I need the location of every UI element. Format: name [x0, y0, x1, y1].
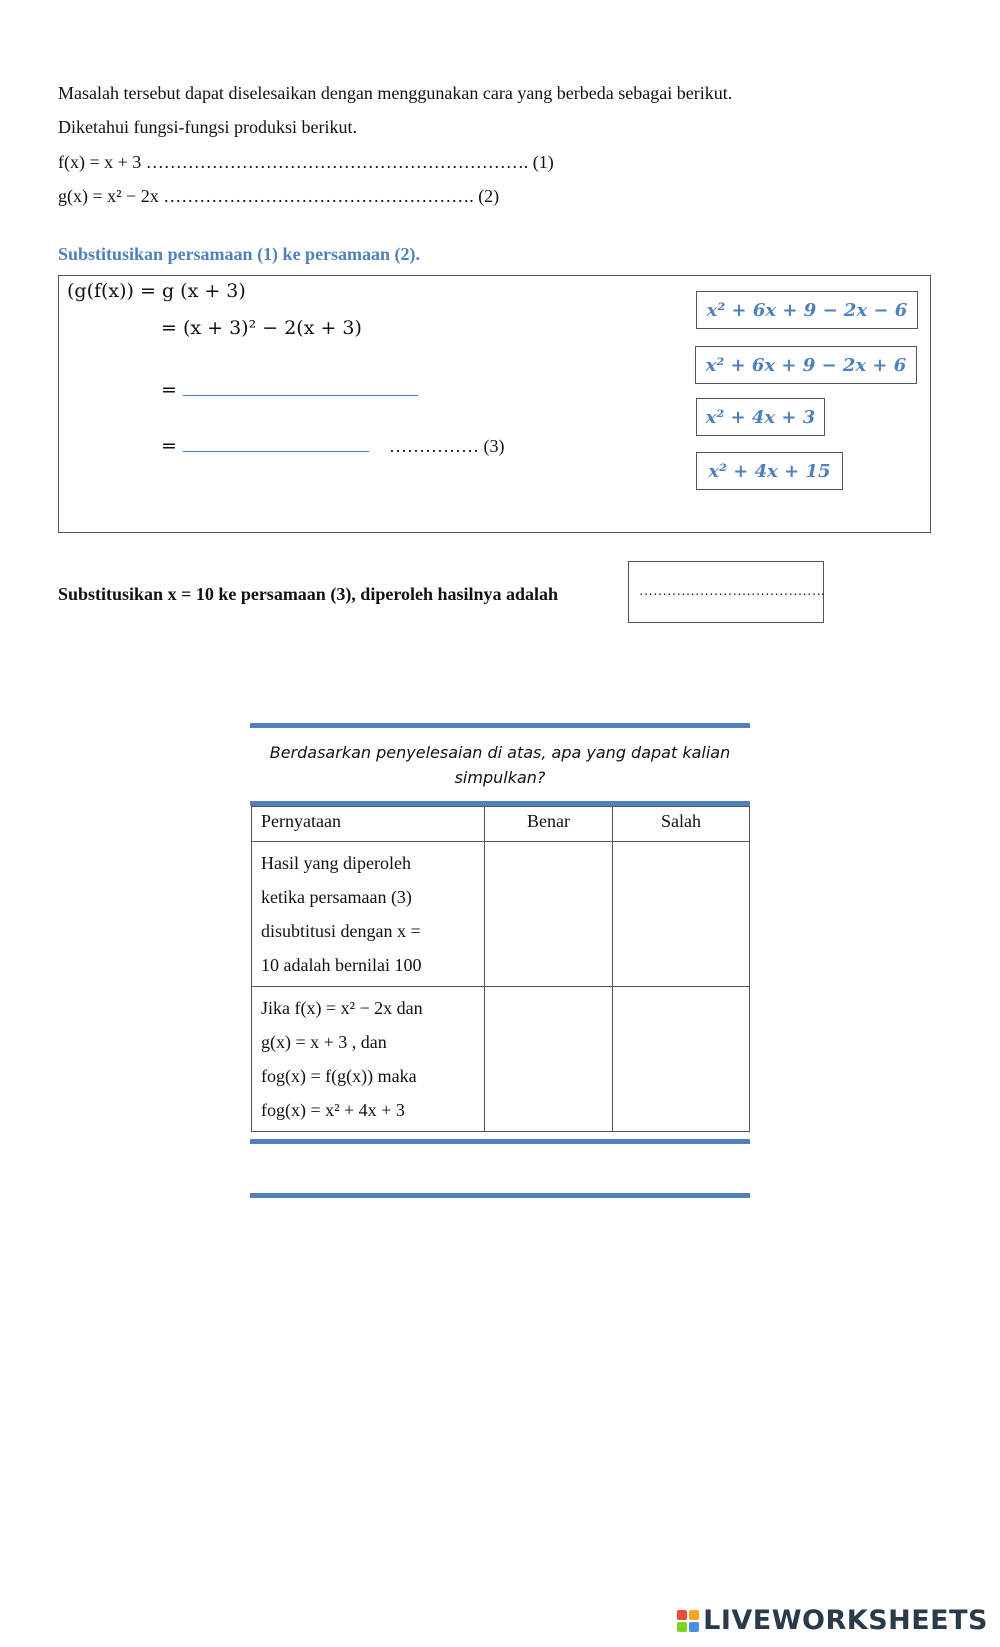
equals-sign: =	[161, 435, 177, 457]
divider-top	[250, 723, 750, 728]
drag-option-1[interactable]: x² + 6x + 9 − 2x − 6	[696, 291, 918, 329]
work-line-1: (g(f(x)) = g (x + 3)	[67, 280, 246, 302]
logo-square	[689, 1610, 699, 1620]
truth-table-wrap	[251, 806, 750, 1132]
equals-sign: =	[161, 379, 177, 401]
work-line-2: = (x + 3)² − 2(x + 3)	[161, 317, 362, 339]
logo-mark-icon	[677, 1610, 699, 1632]
table-header-row	[252, 807, 750, 842]
statement-line: disubtitusi dengan x =	[261, 921, 421, 941]
truth-table	[251, 806, 750, 1132]
drag-option-3[interactable]: x² + 4x + 3	[696, 398, 825, 436]
table-row	[252, 987, 750, 1132]
equation-1: f(x) = x + 3 ………………………………………………………. (1)	[58, 152, 554, 172]
equation-2: g(x) = x² − 2x ……………………………………………. (2)	[58, 186, 500, 206]
statement-line: fog(x) = f(g(x)) maka	[261, 1066, 417, 1086]
logo-square	[677, 1622, 687, 1632]
false-choice-cell[interactable]	[613, 842, 750, 987]
answer-placeholder: ………………………………….	[639, 584, 825, 599]
section-heading: Substitusikan persamaan (1) ke persamaan (2).	[58, 244, 421, 264]
logo-square	[689, 1622, 699, 1632]
statement-line: ketika persamaan (3)	[261, 887, 412, 907]
substitute-prompt: Substitusikan x = 10 ke persamaan (3), diperoleh hasilnya adalah	[58, 584, 559, 604]
work-box	[58, 275, 931, 533]
drag-option-4[interactable]: x² + 4x + 15	[696, 452, 843, 490]
answer-input[interactable]	[628, 561, 824, 623]
logo-square	[677, 1610, 687, 1620]
logo-text: LIVEWORKSHEETS	[703, 1605, 988, 1636]
true-choice-cell[interactable]	[485, 987, 613, 1132]
statement-line: fog(x) = x² + 4x + 3	[261, 1100, 405, 1120]
statement-cell	[252, 987, 485, 1132]
divider-table-bottom	[250, 1139, 750, 1144]
equation-label-3: …………… (3)	[389, 436, 505, 456]
drop-zone-2[interactable]	[183, 431, 369, 452]
divider-bottom	[250, 1193, 750, 1198]
liveworksheets-logo	[677, 1605, 988, 1636]
header-true: Benar	[485, 807, 613, 842]
statement-line: g(x) = x + 3 , dan	[261, 1032, 387, 1052]
conclusion-title: Berdasarkan penyelesaian di atas, apa yang dapat kalian simpulkan?	[269, 743, 731, 787]
drag-option-2[interactable]: x² + 6x + 9 − 2x + 6	[695, 346, 917, 384]
intro-line-2: Diketahui fungsi-fungsi produksi berikut.	[58, 117, 357, 137]
statement-line: Hasil yang diperoleh	[261, 853, 411, 873]
drop-zone-1[interactable]	[183, 375, 418, 396]
header-false: Salah	[613, 807, 750, 842]
statement-line: Jika f(x) = x² − 2x dan	[261, 998, 423, 1018]
statement-cell	[252, 842, 485, 987]
table-row	[252, 842, 750, 987]
false-choice-cell[interactable]	[613, 987, 750, 1132]
header-statement: Pernyataan	[252, 807, 485, 842]
true-choice-cell[interactable]	[485, 842, 613, 987]
statement-line: 10 adalah bernilai 100	[261, 955, 422, 975]
intro-line-1: Masalah tersebut dapat diselesaikan dengan menggunakan cara yang berbeda sebagai berikut.	[58, 83, 733, 103]
work-line-3	[161, 375, 418, 401]
work-line-4	[161, 431, 505, 457]
